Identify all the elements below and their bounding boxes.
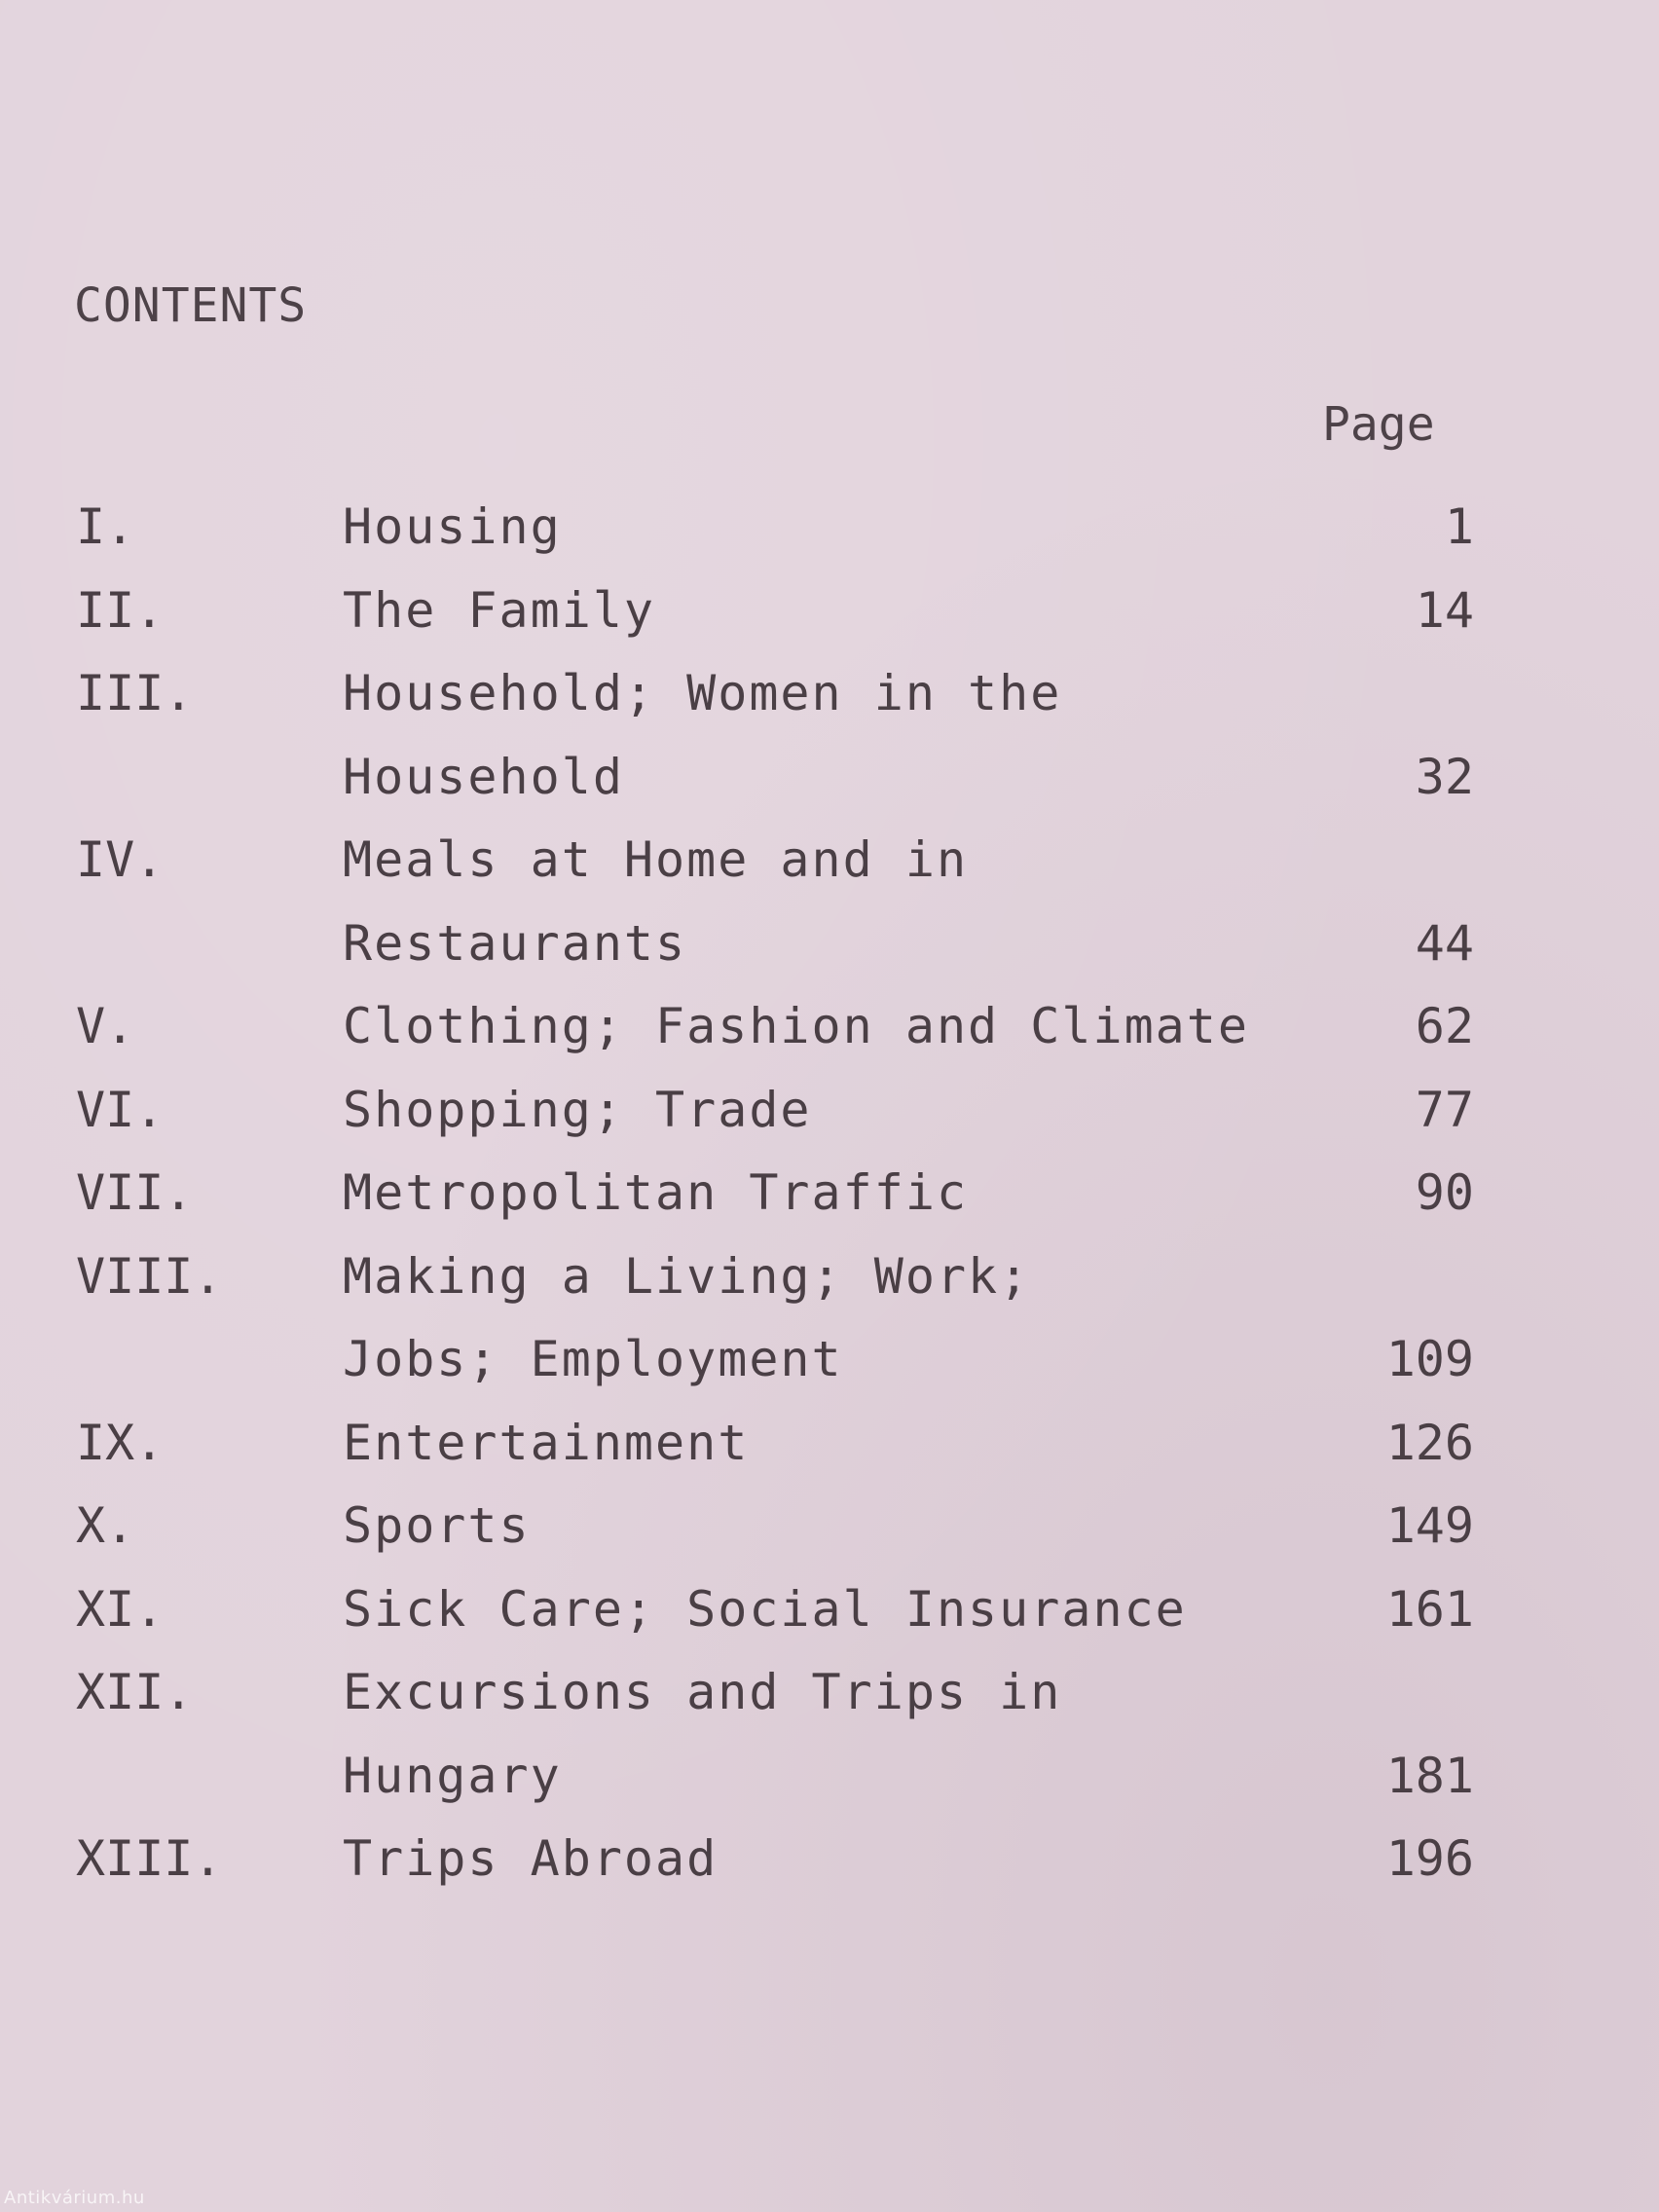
toc-entry-title: Household; Women in the: [343, 665, 1062, 721]
toc-entry-title: Metropolitan Traffic: [343, 1164, 969, 1221]
toc-entry-numeral: XI.: [76, 1580, 165, 1638]
page-column-label: Page: [1322, 397, 1435, 452]
toc-entry-page-number: 44: [1415, 914, 1474, 972]
toc-entry-page-number: 77: [1415, 1081, 1474, 1138]
toc-entry-numeral: IX.: [76, 1414, 165, 1471]
toc-entry-page-number: 1: [1444, 498, 1474, 555]
toc-entry-title: Hungary: [343, 1747, 562, 1804]
toc-entry-title: Making a Living; Work;: [343, 1247, 1031, 1305]
toc-entry-numeral: I.: [76, 498, 135, 555]
toc-entry-title: The Family: [343, 581, 656, 639]
toc-entry-title: Housing: [343, 498, 562, 555]
toc-entry-numeral: V.: [76, 998, 135, 1054]
toc-entry-page-number: 90: [1415, 1164, 1474, 1221]
toc-entry-title: Sports: [343, 1497, 531, 1554]
toc-entry-title: Restaurants: [343, 914, 687, 972]
toc-entry-title: Sick Care; Social Insurance: [343, 1580, 1187, 1638]
contents-heading: CONTENTS: [74, 278, 308, 333]
toc-entry-numeral: IV.: [76, 831, 165, 888]
toc-entry-page-number: 181: [1385, 1747, 1474, 1804]
toc-entry-title: Excursions and Trips in: [343, 1664, 1062, 1720]
toc-entry-title: Trips Abroad: [343, 1830, 719, 1887]
toc-entry-numeral: II.: [76, 581, 165, 639]
toc-entry-numeral: VI.: [76, 1081, 165, 1138]
toc-entry-numeral: III.: [76, 665, 194, 721]
watermark: Antikvárium.hu: [4, 2188, 145, 2208]
toc-entry-numeral: X.: [76, 1497, 135, 1554]
toc-entry-page-number: 149: [1385, 1497, 1474, 1554]
toc-entry-numeral: XIII.: [76, 1830, 223, 1887]
toc-entry-title: Shopping; Trade: [343, 1081, 812, 1138]
toc-entry-page-number: 109: [1385, 1331, 1474, 1387]
toc-entry-title: Meals at Home and in: [343, 831, 969, 888]
toc-entry-page-number: 14: [1415, 581, 1474, 639]
toc-entry-title: Household: [343, 748, 624, 805]
toc-entry-page-number: 126: [1385, 1414, 1474, 1471]
toc-entry-page-number: 161: [1385, 1580, 1474, 1638]
toc-entry-numeral: VII.: [76, 1164, 194, 1221]
toc-entry-numeral: XII.: [76, 1664, 194, 1720]
toc-entry-page-number: 196: [1385, 1830, 1474, 1887]
toc-entry-page-number: 62: [1415, 998, 1474, 1054]
toc-entry-title: Entertainment: [343, 1414, 750, 1471]
toc-entry-title: Clothing; Fashion and Climate: [343, 998, 1249, 1054]
toc-entry-numeral: VIII.: [76, 1247, 223, 1305]
toc-entry-title: Jobs; Employment: [343, 1331, 843, 1387]
toc-entry-page-number: 32: [1415, 748, 1474, 805]
